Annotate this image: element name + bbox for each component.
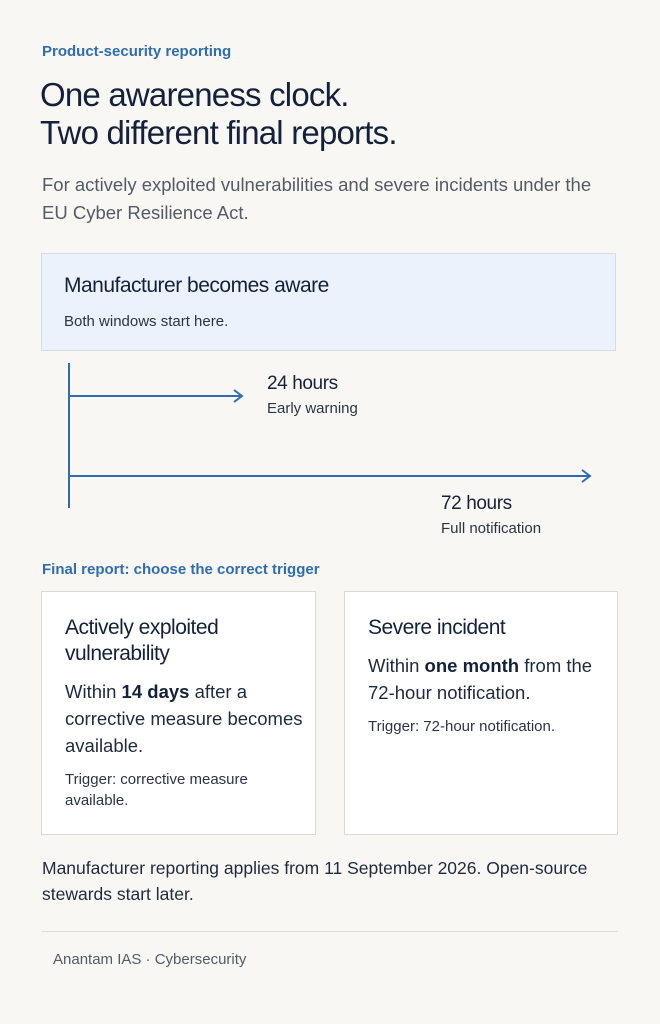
- milestone-24h-sub: Early warning: [267, 400, 358, 417]
- deadline-bold: 14 days: [121, 681, 190, 702]
- incident-card-title: Severe incident: [368, 616, 506, 639]
- applicability-footnote: Manufacturer reporting applies from 11 September 2026. Open-source stewards start later.: [42, 858, 588, 904]
- exploited-vulnerability-card: [41, 591, 316, 835]
- awareness-title: Manufacturer becomes aware: [64, 274, 329, 297]
- deadline-prefix: Within: [65, 681, 122, 702]
- page-subtitle: For actively exploited vulnerabilities and severe incidents under the EU Cyber Resilience Act.: [42, 174, 592, 223]
- footer-divider: [42, 931, 618, 932]
- deadline-prefix: Within: [368, 655, 425, 676]
- awareness-subtitle: Both windows start here.: [64, 313, 229, 330]
- final-report-heading: Final report: choose the correct trigger: [42, 561, 320, 578]
- eyebrow-label: Product-security reporting: [42, 43, 232, 60]
- milestone-72h-sub: Full notification: [441, 520, 542, 537]
- title-line-2: Two different final reports.: [40, 114, 397, 151]
- page-title: [40, 76, 397, 152]
- exploited-card-deadline: [65, 678, 303, 759]
- footer-credit: Anantam IAS · Cybersecurity: [53, 951, 247, 968]
- deadline-bold: one month: [424, 655, 520, 676]
- exploited-card-trigger: Trigger: corrective measure available.: [65, 771, 248, 809]
- milestone-72h-label: 72 hours: [441, 493, 512, 514]
- deadline-suffix: after a corrective measure becomes available.: [65, 681, 303, 756]
- incident-card-deadline: [368, 652, 608, 706]
- awareness-start-box: [41, 253, 616, 351]
- severe-incident-card: [344, 591, 618, 835]
- exploited-card-title: Actively exploited vulnerability: [65, 616, 219, 665]
- incident-card-trigger: Trigger: 72-hour notification.: [368, 718, 556, 735]
- title-line-1: One awareness clock.: [40, 76, 349, 113]
- milestone-24h-label: 24 hours: [267, 373, 338, 394]
- deadline-suffix: from the 72-hour notification.: [368, 655, 593, 703]
